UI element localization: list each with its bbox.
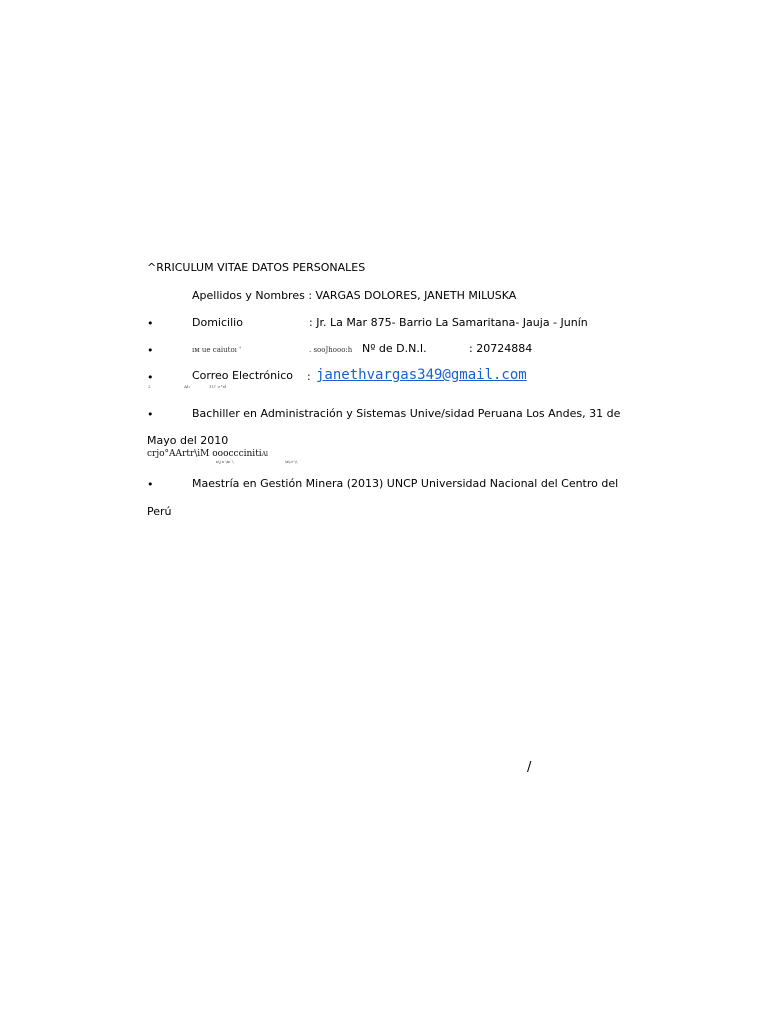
bullet-maestria: • bbox=[147, 478, 154, 491]
ocr-noise-correo-1: 2 bbox=[148, 384, 151, 389]
ocr-noise-line bbox=[147, 450, 268, 459]
correo-label: Correo Electrónico bbox=[192, 369, 293, 382]
ocr-noise-line-text: crjo°AArtr\iM oooccciniti bbox=[147, 449, 262, 459]
dni-value: : 20724884 bbox=[469, 342, 533, 355]
ocr-noise-under-left: ь\j ь \iь`\ bbox=[216, 459, 234, 464]
ocr-noise-line-suffix: Al bbox=[261, 451, 268, 458]
ocr-noise-correo-2: Аl» bbox=[184, 384, 191, 389]
ocr-noise-dni-mid: . sooJhooo:h bbox=[309, 346, 353, 354]
domicilio-value: : Jr. La Mar 875- Barrio La Samaritana- Jauja - Junín bbox=[309, 316, 588, 329]
document-title: ^RRICULUM VITAE DATOS PERSONALES bbox=[147, 261, 366, 274]
ocr-noise-correo-3: 1U' >°el bbox=[209, 384, 227, 389]
name-line: Apellidos y Nombres : VARGAS DOLORES, JANETH MILUSKA bbox=[192, 289, 517, 302]
correo-colon: : bbox=[307, 370, 311, 383]
bullet-dni: • bbox=[147, 344, 154, 357]
maestria-line2: Perú bbox=[147, 505, 172, 518]
dni-label: Nº de D.N.I. bbox=[362, 342, 427, 355]
maestria-line1: Maestría en Gestión Minera (2013) UNCP Universidad Nacional del Centro del bbox=[192, 477, 619, 490]
stray-slash-mark: / bbox=[527, 760, 532, 775]
bullet-domicilio: • bbox=[147, 317, 154, 330]
ocr-noise-dni-left: ıм ue caiutoı ' bbox=[192, 346, 242, 354]
bullet-correo: • bbox=[147, 371, 154, 384]
bachiller-line2: Mayo del 2010 bbox=[147, 434, 229, 447]
email-link[interactable]: janethvargas349@gmail.com bbox=[316, 367, 527, 383]
bullet-bachiller: • bbox=[147, 408, 154, 421]
ocr-noise-under-right: \в\>-\\ bbox=[285, 459, 298, 464]
bachiller-line1: Bachiller en Administración y Sistemas Unive/sidad Peruana Los Andes, 31 de bbox=[192, 407, 621, 420]
domicilio-label: Domicilio bbox=[192, 316, 243, 329]
